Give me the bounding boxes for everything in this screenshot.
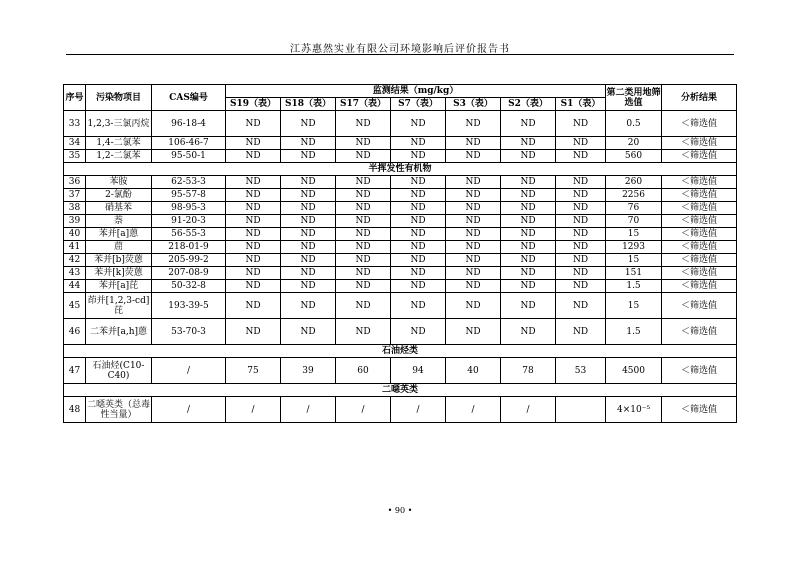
result-value: 40 xyxy=(446,358,501,384)
result-value: ND xyxy=(336,215,391,228)
cas-number: 62-53-3 xyxy=(152,176,226,189)
analysis-result: ＜筛选值 xyxy=(662,254,737,267)
analysis-result: ＜筛选值 xyxy=(662,150,737,163)
cas-number: 56-55-3 xyxy=(152,228,226,241)
pollutant-name: 1,4-二氯苯 xyxy=(86,137,152,150)
cas-number: 205-99-2 xyxy=(152,254,226,267)
sample-header: S18（表） xyxy=(281,98,336,111)
cas-number: 95-57-8 xyxy=(152,189,226,202)
result-value: ND xyxy=(336,137,391,150)
result-value: ND xyxy=(281,241,336,254)
pollutant-name: 萘 xyxy=(86,215,152,228)
screening-value: 0.5 xyxy=(606,111,662,137)
section-row xyxy=(64,345,737,358)
table-row xyxy=(64,267,737,280)
cas-number: 95-50-1 xyxy=(152,150,226,163)
table-row xyxy=(64,176,737,189)
result-value: ND xyxy=(391,319,446,345)
col-pollutant-header: 污染物项目 xyxy=(86,85,152,111)
screening-value: 15 xyxy=(606,228,662,241)
result-value: ND xyxy=(501,176,556,189)
sample-header: S1（表） xyxy=(556,98,606,111)
screening-value: 260 xyxy=(606,176,662,189)
result-value: ND xyxy=(281,267,336,280)
result-value: ND xyxy=(391,176,446,189)
pollutant-name: 硝基苯 xyxy=(86,202,152,215)
result-value: 94 xyxy=(391,358,446,384)
table-row xyxy=(64,358,737,384)
cas-number: 53-70-3 xyxy=(152,319,226,345)
result-value: ND xyxy=(391,280,446,293)
result-value: / xyxy=(281,397,336,423)
cas-number: 207-08-9 xyxy=(152,267,226,280)
result-value: ND xyxy=(336,150,391,163)
result-value: ND xyxy=(226,189,281,202)
result-value: 60 xyxy=(336,358,391,384)
row-seq: 34 xyxy=(64,137,86,150)
col-results-header: 监测结果（mg/kg） xyxy=(226,85,606,98)
section-title: 半挥发性有机物 xyxy=(64,163,737,176)
analysis-result: ＜筛选值 xyxy=(662,137,737,150)
row-seq: 38 xyxy=(64,202,86,215)
pollutant-name: 苯并[a]芘 xyxy=(86,280,152,293)
result-value: / xyxy=(501,397,556,423)
row-seq: 41 xyxy=(64,241,86,254)
row-seq: 46 xyxy=(64,319,86,345)
sample-header: S2（表） xyxy=(501,98,556,111)
result-value: ND xyxy=(446,202,501,215)
analysis-result: ＜筛选值 xyxy=(662,280,737,293)
result-value: ND xyxy=(281,137,336,150)
result-value: ND xyxy=(501,293,556,319)
result-value: / xyxy=(336,397,391,423)
result-value: ND xyxy=(226,280,281,293)
result-value: ND xyxy=(281,150,336,163)
screening-value: 4500 xyxy=(606,358,662,384)
pollutant-name: 二苯并[a,h]蒽 xyxy=(86,319,152,345)
result-value: ND xyxy=(391,189,446,202)
result-value: ND xyxy=(281,254,336,267)
result-value: ND xyxy=(391,111,446,137)
result-value: ND xyxy=(391,254,446,267)
row-seq: 40 xyxy=(64,228,86,241)
result-value: ND xyxy=(391,215,446,228)
result-value: ND xyxy=(556,228,606,241)
result-value: ND xyxy=(226,176,281,189)
analysis-result: ＜筛选值 xyxy=(662,267,737,280)
result-value: ND xyxy=(556,280,606,293)
result-value: ND xyxy=(501,228,556,241)
result-value: ND xyxy=(336,111,391,137)
result-value: ND xyxy=(281,176,336,189)
result-value: ND xyxy=(446,241,501,254)
table-row xyxy=(64,280,737,293)
result-value: 53 xyxy=(556,358,606,384)
result-value: 78 xyxy=(501,358,556,384)
result-value: 75 xyxy=(226,358,281,384)
table-row xyxy=(64,293,737,319)
row-seq: 36 xyxy=(64,176,86,189)
pollutant-name: 苯胺 xyxy=(86,176,152,189)
screening-value: 1.5 xyxy=(606,280,662,293)
cas-number: / xyxy=(152,397,226,423)
row-seq: 45 xyxy=(64,293,86,319)
result-value: ND xyxy=(501,254,556,267)
result-value: ND xyxy=(336,202,391,215)
cas-number: 98-95-3 xyxy=(152,202,226,215)
result-value: ND xyxy=(281,280,336,293)
result-value: ND xyxy=(226,241,281,254)
cas-number: 96-18-4 xyxy=(152,111,226,137)
pollutant-name: 二噁英类（总毒性当量） xyxy=(86,397,152,423)
result-value: 39 xyxy=(281,358,336,384)
section-row xyxy=(64,163,737,176)
result-value xyxy=(556,397,606,423)
cas-number: 218-01-9 xyxy=(152,241,226,254)
table-row xyxy=(64,228,737,241)
result-value: ND xyxy=(336,228,391,241)
result-value: ND xyxy=(446,176,501,189)
result-value: ND xyxy=(226,202,281,215)
analysis-result: ＜筛选值 xyxy=(662,176,737,189)
table-row xyxy=(64,319,737,345)
pollutant-name: 苯并[b]荧蒽 xyxy=(86,254,152,267)
result-value: ND xyxy=(226,293,281,319)
result-value: / xyxy=(446,397,501,423)
result-value: ND xyxy=(446,137,501,150)
result-value: ND xyxy=(281,215,336,228)
screening-value: 70 xyxy=(606,215,662,228)
result-value: ND xyxy=(556,176,606,189)
col-analysis-header: 分析结果 xyxy=(662,85,737,111)
pollutant-name: 茚并[1,2,3-cd]芘 xyxy=(86,293,152,319)
result-value: ND xyxy=(391,228,446,241)
table-row xyxy=(64,111,737,137)
result-value: ND xyxy=(281,228,336,241)
result-value: ND xyxy=(391,293,446,319)
analysis-result: ＜筛选值 xyxy=(662,241,737,254)
screening-value: 2256 xyxy=(606,189,662,202)
result-value: ND xyxy=(556,202,606,215)
col-screen-header: 第二类用地筛选值 xyxy=(606,85,662,111)
screening-value: 15 xyxy=(606,254,662,267)
result-value: ND xyxy=(501,150,556,163)
result-value: ND xyxy=(501,202,556,215)
table-row xyxy=(64,254,737,267)
result-value: ND xyxy=(446,319,501,345)
table-row xyxy=(64,150,737,163)
analysis-result: ＜筛选值 xyxy=(662,202,737,215)
result-value: ND xyxy=(501,111,556,137)
result-value: ND xyxy=(501,280,556,293)
result-value: ND xyxy=(446,111,501,137)
result-value: ND xyxy=(501,241,556,254)
analysis-result: ＜筛选值 xyxy=(662,111,737,137)
analysis-result: ＜筛选值 xyxy=(662,358,737,384)
screening-value: 4×10⁻⁵ xyxy=(606,397,662,423)
screening-value: 151 xyxy=(606,267,662,280)
result-value: ND xyxy=(446,189,501,202)
result-value: ND xyxy=(391,150,446,163)
table-row xyxy=(64,202,737,215)
result-value: / xyxy=(226,397,281,423)
result-value: ND xyxy=(281,189,336,202)
result-value: ND xyxy=(336,319,391,345)
result-value: ND xyxy=(556,189,606,202)
result-value: ND xyxy=(336,293,391,319)
sample-header: S19（表） xyxy=(226,98,281,111)
row-seq: 44 xyxy=(64,280,86,293)
result-value: ND xyxy=(556,293,606,319)
result-value: ND xyxy=(226,254,281,267)
pollutant-name: 1,2-二氯苯 xyxy=(86,150,152,163)
result-value: ND xyxy=(281,319,336,345)
result-value: ND xyxy=(556,254,606,267)
result-value: ND xyxy=(501,215,556,228)
header-rule xyxy=(66,54,734,55)
result-value: ND xyxy=(446,150,501,163)
screening-value: 20 xyxy=(606,137,662,150)
cas-number: / xyxy=(152,358,226,384)
result-value: ND xyxy=(501,189,556,202)
analysis-result: ＜筛选值 xyxy=(662,397,737,423)
result-value: ND xyxy=(281,293,336,319)
screening-value: 560 xyxy=(606,150,662,163)
screening-value: 1293 xyxy=(606,241,662,254)
result-value: ND xyxy=(336,189,391,202)
result-value: ND xyxy=(446,280,501,293)
pollutant-name: 苯并[k]荧蒽 xyxy=(86,267,152,280)
cas-number: 106-46-7 xyxy=(152,137,226,150)
pollutant-name: 2-氯酚 xyxy=(86,189,152,202)
col-seq-header: 序号 xyxy=(64,85,86,111)
sample-header: S3（表） xyxy=(446,98,501,111)
result-value: ND xyxy=(226,215,281,228)
page-number: • 90 • xyxy=(387,506,413,515)
analysis-result: ＜筛选值 xyxy=(662,319,737,345)
section-title: 石油烃类 xyxy=(64,345,737,358)
analysis-result: ＜筛选值 xyxy=(662,215,737,228)
section-title: 二噁英类 xyxy=(64,384,737,397)
pollutant-name: 䓛 xyxy=(86,241,152,254)
result-value: ND xyxy=(501,267,556,280)
result-value: ND xyxy=(226,137,281,150)
row-seq: 39 xyxy=(64,215,86,228)
result-value: ND xyxy=(336,176,391,189)
pollutant-name: 石油烃(C10-C40) xyxy=(86,358,152,384)
result-value: ND xyxy=(556,267,606,280)
result-value: ND xyxy=(501,137,556,150)
table-row xyxy=(64,397,737,423)
cas-number: 91-20-3 xyxy=(152,215,226,228)
table-row xyxy=(64,241,737,254)
sample-header: S7（表） xyxy=(391,98,446,111)
row-seq: 35 xyxy=(64,150,86,163)
result-value: ND xyxy=(556,215,606,228)
result-value: ND xyxy=(556,241,606,254)
result-value: ND xyxy=(226,150,281,163)
pollutant-name: 苯并[a]蒽 xyxy=(86,228,152,241)
analysis-result: ＜筛选值 xyxy=(662,228,737,241)
section-row xyxy=(64,384,737,397)
result-value: ND xyxy=(336,241,391,254)
row-seq: 37 xyxy=(64,189,86,202)
table-row xyxy=(64,189,737,202)
sample-header: S17（表） xyxy=(336,98,391,111)
cas-number: 50-32-8 xyxy=(152,280,226,293)
table-row xyxy=(64,137,737,150)
row-seq: 43 xyxy=(64,267,86,280)
col-cas-header: CAS编号 xyxy=(152,85,226,111)
result-value: / xyxy=(391,397,446,423)
cas-number: 193-39-5 xyxy=(152,293,226,319)
result-value: ND xyxy=(446,254,501,267)
result-value: ND xyxy=(556,111,606,137)
row-seq: 47 xyxy=(64,358,86,384)
screening-value: 1.5 xyxy=(606,319,662,345)
screening-value: 76 xyxy=(606,202,662,215)
monitoring-results-table xyxy=(63,84,737,423)
result-value: ND xyxy=(446,215,501,228)
result-value: ND xyxy=(556,319,606,345)
result-value: ND xyxy=(226,319,281,345)
result-value: ND xyxy=(226,228,281,241)
result-value: ND xyxy=(336,280,391,293)
result-value: ND xyxy=(391,202,446,215)
screening-value: 15 xyxy=(606,293,662,319)
result-value: ND xyxy=(226,267,281,280)
row-seq: 33 xyxy=(64,111,86,137)
result-value: ND xyxy=(391,241,446,254)
pollutant-name: 1,2,3-三氯丙烷 xyxy=(86,111,152,137)
result-value: ND xyxy=(501,319,556,345)
result-value: ND xyxy=(281,202,336,215)
result-value: ND xyxy=(391,137,446,150)
analysis-result: ＜筛选值 xyxy=(662,189,737,202)
result-value: ND xyxy=(556,150,606,163)
result-value: ND xyxy=(556,137,606,150)
result-value: ND xyxy=(336,254,391,267)
analysis-result: ＜筛选值 xyxy=(662,293,737,319)
result-value: ND xyxy=(446,293,501,319)
result-value: ND xyxy=(281,111,336,137)
result-value: ND xyxy=(446,267,501,280)
result-value: ND xyxy=(446,228,501,241)
table-row xyxy=(64,215,737,228)
page-header-title: 江苏惠然实业有限公司环境影响后评价报告书 xyxy=(290,44,510,55)
result-value: ND xyxy=(391,267,446,280)
result-value: ND xyxy=(226,111,281,137)
row-seq: 48 xyxy=(64,397,86,423)
result-value: ND xyxy=(336,267,391,280)
row-seq: 42 xyxy=(64,254,86,267)
